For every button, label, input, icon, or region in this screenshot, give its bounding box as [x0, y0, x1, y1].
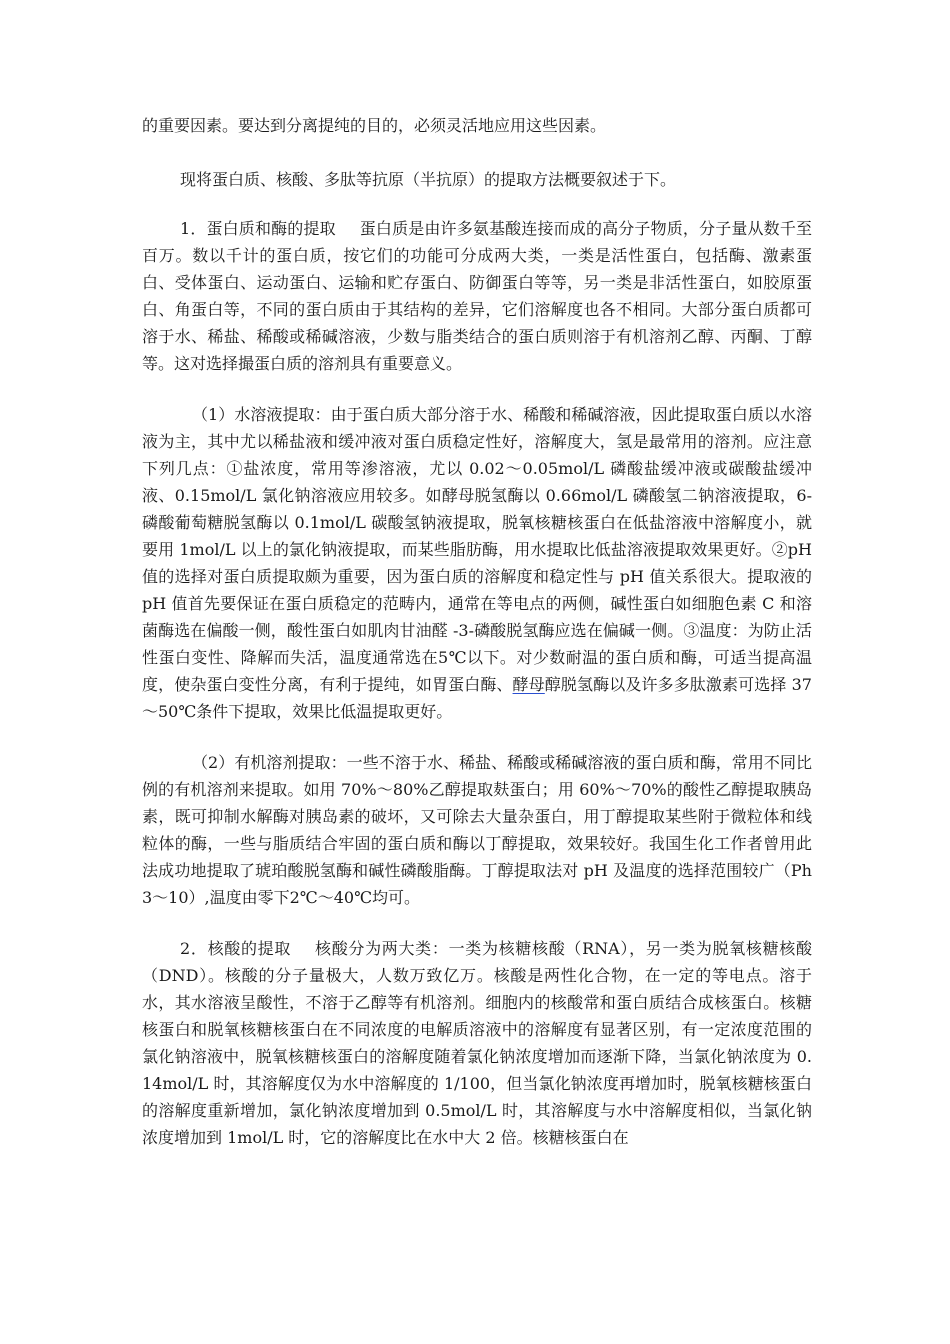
- paragraph-organic-solvent-extraction: （2）有机溶剂提取：一些不溶于水、稀盐、稀酸或稀碱溶液的蛋白质和酶，常用不同比例的有机溶剂来提取。如用 70%～80%乙醇提取麸蛋白；用 60%～70%的酸性乙醇提取胰岛素，既可抑制水解酶对胰岛素的破坏，又可除去大量杂蛋白，用丁醇提取某些附于微粒体和线粒体的酶，一些与脂质结合牢固的蛋白质和酶以丁醇提取，效果较好。我国生化工作者曾用此法成功地提取了琥珀酸脱氢酶和碱性磷酸脂酶。丁醇提取法对 pH 及温度的选择范围较广（Ph3～10）,温度由零下2℃～40℃均可。: [142, 753, 812, 907]
- section2-body: 核酸分为两大类：一类为核糖核酸（RNA），另一类为脱氧核糖核酸（DND）。核酸的分子量极大，人数万致亿万。核酸是两性化合物，在一定的等电点。溶于水，其水溶液呈酸性，不溶于乙醇等有机溶剂。细胞内的核酸常和蛋白质结合成核蛋白。核糖核蛋白和脱氧核糖核蛋白在不同浓度的电解质溶液中的溶解度有显著区别，有一定浓度范围的氯化钠溶液中，脱氧核糖核蛋白的溶解度随着氯化钠浓度增加而逐渐下降，当氯化钠浓度为 0.14mol/L 时，其溶解度仅为水中溶解度的 1/100，但当氯化钠浓度再增加时，脱氧核糖核蛋白的溶解度重新增加，氯化钠浓度增加到 0.5mol/L 时，其溶解度与水中溶解度相似，当氯化钠浓度增加到 1mol/L 时，它的溶解度比在水中大 2 倍。核糖核蛋白在: [142, 939, 812, 1147]
- section1-body: 蛋白质是由许多氨基酸连接而成的高分子物质，分子量从数千至百万。数以千计的蛋白质，按它们的功能可分成两大类，一类是活性蛋白，包括酶、激素蛋白、受体蛋白、运动蛋白、运输和贮存蛋白、防御蛋白等等，另一类是非活性蛋白，如胶原蛋白、角蛋白等，不同的蛋白质由于其结构的差异，它们溶解度也各不相同。大部分蛋白质都可溶于水、稀盐、稀酸或稀碱溶液，少数与脂类结合的蛋白质则溶于有机溶剂乙醇、丙酮、丁醇等。这对选择撮蛋白质的溶剂具有重要意义。: [142, 219, 812, 373]
- paragraph-water-extraction: [142, 401, 812, 725]
- water-extraction-text-end: 醇脱氢酶以及许多多肽激素可选择 37～50℃条件下提取，效果比低温提取更好。: [142, 675, 812, 721]
- yeast-link[interactable]: 酵母: [512, 675, 545, 694]
- paragraph-overview: 现将蛋白质、核酸、多肽等抗原（半抗原）的提取方法概要叙述于下。: [180, 170, 677, 189]
- paragraph-section2: [142, 935, 812, 1151]
- section1-heading: 1．蛋白质和酶的提取: [180, 219, 336, 238]
- paragraph-intro-end: 的重要因素。要达到分离提纯的目的，必须灵活地应用这些因素。: [142, 116, 607, 135]
- paragraph-section1: [142, 215, 812, 377]
- section2-heading: 2．核酸的提取: [180, 939, 292, 958]
- document-page: [142, 112, 812, 1151]
- water-extraction-text: （1）水溶液提取：由于蛋白质大部分溶于水、稀酸和稀碱溶液，因此提取蛋白质以水溶液为主，其中尤以稀盐液和缓冲液对蛋白质稳定性好，溶解度大，氢是最常用的溶剂。应注意下列几点：①盐浓度，常用等渗溶液，尤以 0.02～0.05mol/L 磷酸盐缓冲液或碳酸盐缓冲液、0.15mol/L 氯化钠溶液应用较多。如酵母脱氢酶以 0.66mol/L 磷酸氢二钠溶液提取，6-磷酸葡萄糖脱氢酶以 0.1mol/L 碳酸氢钠液提取，脱氧核糖核蛋白在低盐溶液中溶解度小，就要用 1mol/L 以上的氯化钠液提取，而某些脂肪酶，用水提取比低盐溶液提取效果更好。②pH 值的选择对蛋白质提取颇为重要，因为蛋白质的溶解度和稳定性与 pH 值关系很大。提取液的 pH 值首先要保证在蛋白质稳定的范畴内，通常在等电点的两侧，碱性蛋白如细胞色素 C 和溶菌酶选在偏酸一侧，酸性蛋白如肌肉甘油醛 -3-磷酸脱氢酶应选在偏碱一侧。③温度：为防止活性蛋白变性、降解而失活，温度通常选在5℃以下。对少数耐温的蛋白质和酶，可适当提高温度，使杂蛋白变性分离，有利于提纯，如胃蛋白酶、: [142, 405, 812, 694]
